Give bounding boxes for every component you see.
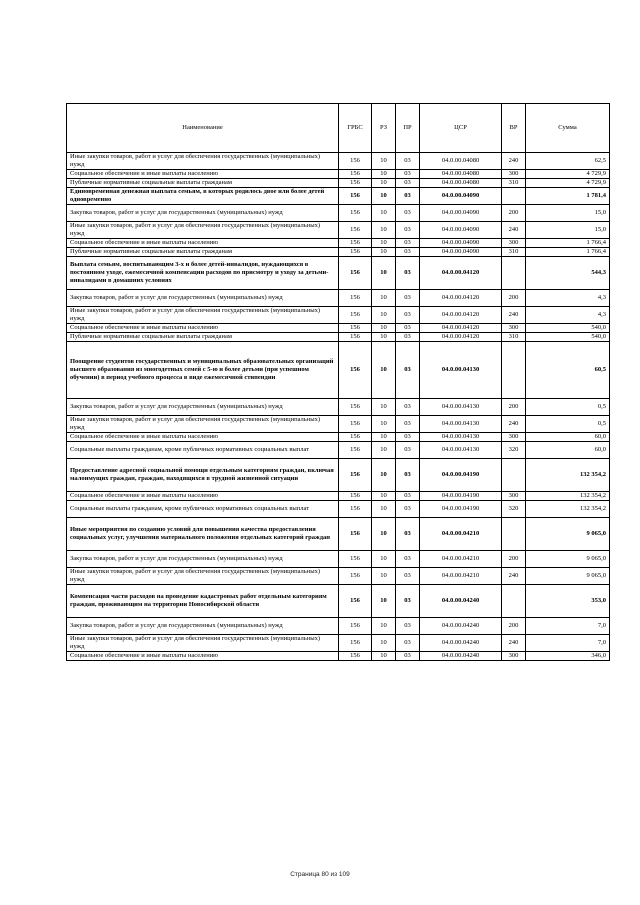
row-name: Социальное обеспечение и иные выплаты населению	[67, 239, 339, 248]
row-name: Поощрение студентов государственных и муниципальных образовательных организаций высшего образования из многодетных семей с 5-ю и более детьми (при успешном обучении) в период учебного процесса в виде ежемесячной стипендии	[67, 342, 339, 399]
row-pr: 03	[396, 307, 420, 324]
row-grbs: 156	[339, 501, 372, 518]
row-grbs: 156	[339, 333, 372, 342]
row-sum: 4 729,9	[526, 170, 610, 179]
table-row	[67, 170, 610, 179]
row-grbs: 156	[339, 290, 372, 307]
table-row	[67, 416, 610, 433]
row-sum: 1 766,4	[526, 248, 610, 257]
row-rz: 10	[372, 257, 396, 290]
row-name: Закупка товаров, работ и услуг для государственных (муниципальных) нужд	[67, 290, 339, 307]
row-vr	[502, 459, 526, 492]
row-vr: 200	[502, 290, 526, 307]
table-row	[67, 239, 610, 248]
row-name: Закупка товаров, работ и услуг для государственных (муниципальных) нужд	[67, 551, 339, 568]
row-sum: 132 354,2	[526, 459, 610, 492]
row-grbs: 156	[339, 416, 372, 433]
row-rz: 10	[372, 239, 396, 248]
table-row	[67, 205, 610, 222]
header-vr: ВР	[502, 104, 526, 153]
row-pr: 03	[396, 585, 420, 618]
row-grbs: 156	[339, 324, 372, 333]
row-name: Иные закупки товаров, работ и услуг для обеспечения государственных (муниципальных) нужд	[67, 153, 339, 170]
row-pr: 03	[396, 433, 420, 442]
row-rz: 10	[372, 324, 396, 333]
row-sum: 7,0	[526, 618, 610, 635]
row-grbs: 156	[339, 248, 372, 257]
header-row	[67, 104, 610, 153]
header-sum: Сумма	[526, 104, 610, 153]
row-vr: 240	[502, 153, 526, 170]
row-name: Публичные нормативные социальные выплаты гражданам	[67, 248, 339, 257]
row-name: Предоставление адресной социальной помощи отдельным категориям граждан, включая малоимущих граждан, граждан, находящихся в трудной жизненной ситуации	[67, 459, 339, 492]
row-pr: 03	[396, 399, 420, 416]
row-csr: 04.0.00.04240	[420, 635, 502, 652]
row-grbs: 156	[339, 153, 372, 170]
table-row	[67, 188, 610, 205]
row-grbs: 156	[339, 257, 372, 290]
row-rz: 10	[372, 188, 396, 205]
row-vr: 240	[502, 222, 526, 239]
row-grbs: 156	[339, 307, 372, 324]
row-sum: 544,3	[526, 257, 610, 290]
row-sum: 353,0	[526, 585, 610, 618]
row-sum: 60,5	[526, 342, 610, 399]
row-vr	[502, 188, 526, 205]
row-pr: 03	[396, 442, 420, 459]
row-pr: 03	[396, 635, 420, 652]
row-csr: 04.0.00.04130	[420, 433, 502, 442]
row-name: Публичные нормативные социальные выплаты гражданам	[67, 333, 339, 342]
row-pr: 03	[396, 459, 420, 492]
row-sum: 60,0	[526, 442, 610, 459]
row-sum: 132 354,2	[526, 501, 610, 518]
row-grbs: 156	[339, 568, 372, 585]
row-vr: 200	[502, 551, 526, 568]
table-row	[67, 618, 610, 635]
row-name: Социальное обеспечение и иные выплаты населению	[67, 324, 339, 333]
row-pr: 03	[396, 222, 420, 239]
row-csr: 04.0.00.04210	[420, 551, 502, 568]
row-csr: 04.0.00.04120	[420, 324, 502, 333]
row-name: Иные закупки товаров, работ и услуг для обеспечения государственных (муниципальных) нужд	[67, 568, 339, 585]
row-name: Социальное обеспечение и иные выплаты населению	[67, 170, 339, 179]
row-vr: 200	[502, 618, 526, 635]
table-row	[67, 248, 610, 257]
row-pr: 03	[396, 501, 420, 518]
row-csr: 04.0.00.04190	[420, 459, 502, 492]
header-grbs: ГРБС	[339, 104, 372, 153]
table-row	[67, 324, 610, 333]
row-vr: 300	[502, 239, 526, 248]
row-rz: 10	[372, 333, 396, 342]
row-name: Иные закупки товаров, работ и услуг для обеспечения государственных (муниципальных) нужд	[67, 222, 339, 239]
row-rz: 10	[372, 568, 396, 585]
row-grbs: 156	[339, 459, 372, 492]
row-csr: 04.0.00.04190	[420, 492, 502, 501]
row-rz: 10	[372, 416, 396, 433]
row-name: Закупка товаров, работ и услуг для государственных (муниципальных) нужд	[67, 205, 339, 222]
row-pr: 03	[396, 618, 420, 635]
row-grbs: 156	[339, 551, 372, 568]
row-pr: 03	[396, 179, 420, 188]
row-name: Публичные нормативные социальные выплаты гражданам	[67, 179, 339, 188]
table-row	[67, 551, 610, 568]
row-name: Выплата семьям, воспитывающим 3-х и более детей-инвалидов, нуждающихся в постоянном уходе, ежемесячной компенсации расходов по присмотру и уходу за детьми-инвалидами в домашних условиях	[67, 257, 339, 290]
row-csr: 04.0.00.04080	[420, 153, 502, 170]
table-row	[67, 222, 610, 239]
table-row	[67, 518, 610, 551]
row-vr: 240	[502, 635, 526, 652]
row-name: Закупка товаров, работ и услуг для государственных (муниципальных) нужд	[67, 399, 339, 416]
row-grbs: 156	[339, 342, 372, 399]
table-row	[67, 399, 610, 416]
row-vr: 320	[502, 442, 526, 459]
row-rz: 10	[372, 618, 396, 635]
row-vr: 240	[502, 307, 526, 324]
table-row	[67, 257, 610, 290]
row-csr: 04.0.00.04090	[420, 239, 502, 248]
row-rz: 10	[372, 551, 396, 568]
row-name: Иные закупки товаров, работ и услуг для обеспечения государственных (муниципальных) нужд	[67, 416, 339, 433]
row-sum: 15,0	[526, 222, 610, 239]
row-grbs: 156	[339, 433, 372, 442]
row-pr: 03	[396, 416, 420, 433]
table-row	[67, 652, 610, 661]
row-sum: 60,0	[526, 433, 610, 442]
row-rz: 10	[372, 492, 396, 501]
row-vr: 300	[502, 324, 526, 333]
row-rz: 10	[372, 433, 396, 442]
row-rz: 10	[372, 399, 396, 416]
row-rz: 10	[372, 342, 396, 399]
row-rz: 10	[372, 635, 396, 652]
budget-table	[66, 103, 610, 661]
row-grbs: 156	[339, 188, 372, 205]
row-name: Компенсация части расходов на проведение кадастровых работ отдельным категориям граждан, проживающим на территории Новосибирской области	[67, 585, 339, 618]
row-grbs: 156	[339, 205, 372, 222]
row-csr: 04.0.00.04120	[420, 307, 502, 324]
row-pr: 03	[396, 153, 420, 170]
row-csr: 04.0.00.04130	[420, 399, 502, 416]
row-vr: 300	[502, 433, 526, 442]
table-row	[67, 492, 610, 501]
row-sum: 15,0	[526, 205, 610, 222]
header-csr: ЦСР	[420, 104, 502, 153]
row-sum: 346,0	[526, 652, 610, 661]
row-sum: 4 729,9	[526, 179, 610, 188]
row-rz: 10	[372, 290, 396, 307]
row-sum: 1 766,4	[526, 239, 610, 248]
row-rz: 10	[372, 585, 396, 618]
row-grbs: 156	[339, 585, 372, 618]
row-csr: 04.0.00.04130	[420, 442, 502, 459]
header-name: Наименование	[67, 104, 339, 153]
row-vr: 300	[502, 652, 526, 661]
row-vr: 240	[502, 568, 526, 585]
row-vr	[502, 257, 526, 290]
table-row	[67, 442, 610, 459]
row-csr: 04.0.00.04240	[420, 618, 502, 635]
row-rz: 10	[372, 205, 396, 222]
row-vr	[502, 585, 526, 618]
row-pr: 03	[396, 257, 420, 290]
row-grbs: 156	[339, 239, 372, 248]
table-row	[67, 290, 610, 307]
row-csr: 04.0.00.04080	[420, 170, 502, 179]
row-vr: 240	[502, 416, 526, 433]
row-name: Социальное обеспечение и иные выплаты населению	[67, 433, 339, 442]
row-csr: 04.0.00.04120	[420, 257, 502, 290]
row-pr: 03	[396, 342, 420, 399]
row-csr: 04.0.00.04120	[420, 333, 502, 342]
table-row	[67, 635, 610, 652]
table-row	[67, 501, 610, 518]
table-row	[67, 307, 610, 324]
row-csr: 04.0.00.04210	[420, 568, 502, 585]
row-vr: 200	[502, 399, 526, 416]
row-name: Социальные выплаты гражданам, кроме публичных нормативных социальных выплат	[67, 501, 339, 518]
header-rz: РЗ	[372, 104, 396, 153]
row-name: Иные закупки товаров, работ и услуг для обеспечения государственных (муниципальных) нужд	[67, 307, 339, 324]
row-pr: 03	[396, 248, 420, 257]
row-csr: 04.0.00.04240	[420, 585, 502, 618]
row-csr: 04.0.00.04210	[420, 518, 502, 551]
table-row	[67, 179, 610, 188]
row-pr: 03	[396, 188, 420, 205]
row-pr: 03	[396, 518, 420, 551]
row-name: Социальное обеспечение и иные выплаты населению	[67, 652, 339, 661]
table-row	[67, 153, 610, 170]
row-vr: 300	[502, 492, 526, 501]
row-rz: 10	[372, 179, 396, 188]
row-rz: 10	[372, 307, 396, 324]
page-footer: Страница 80 из 109	[290, 871, 350, 878]
row-csr: 04.0.00.04130	[420, 342, 502, 399]
row-sum: 1 781,4	[526, 188, 610, 205]
row-grbs: 156	[339, 518, 372, 551]
row-pr: 03	[396, 652, 420, 661]
row-rz: 10	[372, 170, 396, 179]
row-grbs: 156	[339, 442, 372, 459]
row-vr: 310	[502, 333, 526, 342]
table-row	[67, 585, 610, 618]
row-pr: 03	[396, 290, 420, 307]
table-row	[67, 333, 610, 342]
row-sum: 540,0	[526, 333, 610, 342]
header-pr: ПР	[396, 104, 420, 153]
table-row	[67, 568, 610, 585]
row-pr: 03	[396, 170, 420, 179]
row-grbs: 156	[339, 170, 372, 179]
row-name: Закупка товаров, работ и услуг для государственных (муниципальных) нужд	[67, 618, 339, 635]
row-rz: 10	[372, 153, 396, 170]
row-rz: 10	[372, 442, 396, 459]
row-pr: 03	[396, 568, 420, 585]
row-name: Социальное обеспечение и иные выплаты населению	[67, 492, 339, 501]
row-pr: 03	[396, 324, 420, 333]
row-vr: 310	[502, 248, 526, 257]
row-sum: 7,0	[526, 635, 610, 652]
row-csr: 04.0.00.04090	[420, 205, 502, 222]
row-vr: 320	[502, 501, 526, 518]
row-vr: 310	[502, 179, 526, 188]
row-csr: 04.0.00.04090	[420, 248, 502, 257]
row-sum: 540,0	[526, 324, 610, 333]
row-sum: 132 354,2	[526, 492, 610, 501]
row-sum: 4,3	[526, 290, 610, 307]
row-vr: 200	[502, 205, 526, 222]
row-grbs: 156	[339, 652, 372, 661]
row-csr: 04.0.00.04240	[420, 652, 502, 661]
row-grbs: 156	[339, 618, 372, 635]
row-sum: 4,3	[526, 307, 610, 324]
row-vr	[502, 342, 526, 399]
row-name: Единовременная денежная выплата семьям, в которых родилось двое или более детей одновременно	[67, 188, 339, 205]
row-vr	[502, 518, 526, 551]
row-csr: 04.0.00.04080	[420, 179, 502, 188]
row-sum: 9 065,0	[526, 551, 610, 568]
row-sum: 62,5	[526, 153, 610, 170]
row-name: Иные закупки товаров, работ и услуг для обеспечения государственных (муниципальных) нужд	[67, 635, 339, 652]
table-row	[67, 433, 610, 442]
row-rz: 10	[372, 222, 396, 239]
row-vr: 300	[502, 170, 526, 179]
row-name: Иные мероприятия по созданию условий для повышения качества предоставления социальных услуг, улучшения материального положения отдельных категорий граждан	[67, 518, 339, 551]
row-grbs: 156	[339, 179, 372, 188]
row-pr: 03	[396, 333, 420, 342]
table-row	[67, 459, 610, 492]
table-row	[67, 342, 610, 399]
row-sum: 0,5	[526, 399, 610, 416]
row-grbs: 156	[339, 222, 372, 239]
row-name: Социальные выплаты гражданам, кроме публичных нормативных социальных выплат	[67, 442, 339, 459]
row-csr: 04.0.00.04130	[420, 416, 502, 433]
row-rz: 10	[372, 501, 396, 518]
row-grbs: 156	[339, 399, 372, 416]
row-csr: 04.0.00.04120	[420, 290, 502, 307]
row-csr: 04.0.00.04190	[420, 501, 502, 518]
row-pr: 03	[396, 551, 420, 568]
row-rz: 10	[372, 459, 396, 492]
row-csr: 04.0.00.04090	[420, 188, 502, 205]
row-rz: 10	[372, 248, 396, 257]
row-sum: 9 065,0	[526, 568, 610, 585]
row-rz: 10	[372, 652, 396, 661]
row-pr: 03	[396, 205, 420, 222]
row-pr: 03	[396, 492, 420, 501]
row-pr: 03	[396, 239, 420, 248]
row-rz: 10	[372, 518, 396, 551]
row-grbs: 156	[339, 635, 372, 652]
row-sum: 9 065,0	[526, 518, 610, 551]
row-sum: 0,5	[526, 416, 610, 433]
row-grbs: 156	[339, 492, 372, 501]
row-csr: 04.0.00.04090	[420, 222, 502, 239]
